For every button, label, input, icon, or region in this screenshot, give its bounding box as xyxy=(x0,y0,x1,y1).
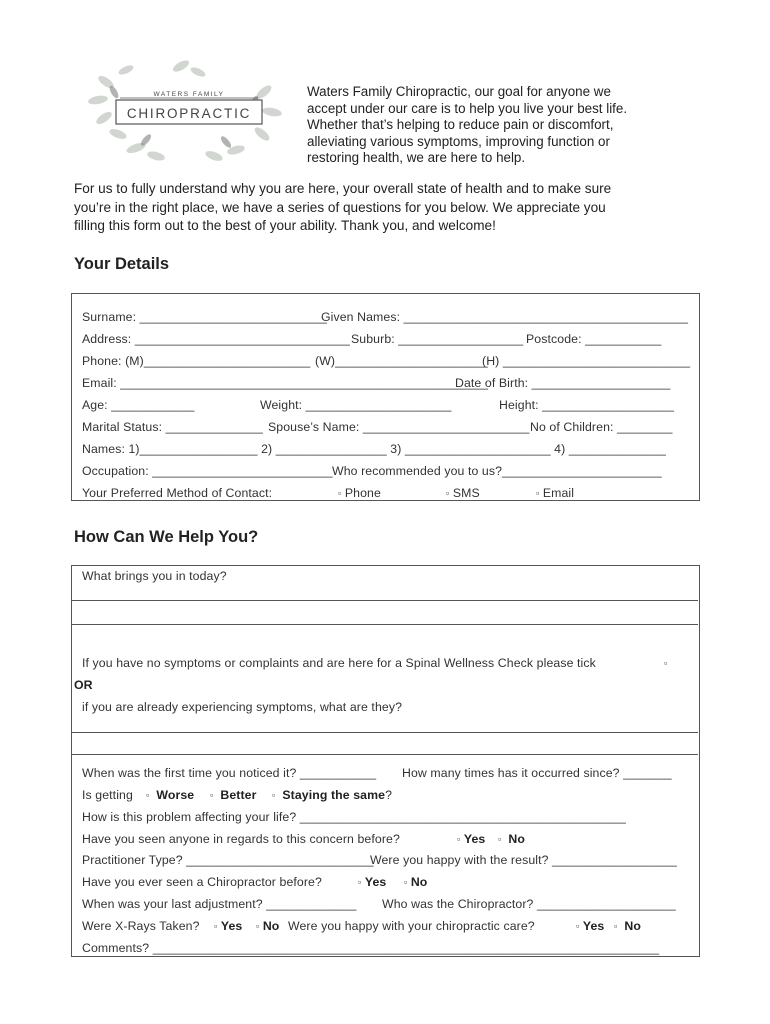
checkbox-icon[interactable]: ▫ xyxy=(664,658,668,668)
welcome-paragraph xyxy=(74,180,714,236)
happy-chiro-no[interactable]: ▫ No xyxy=(614,919,641,933)
intro-line: restoring health, we are here to help. xyxy=(307,150,526,165)
who-chiro-field[interactable]: Who was the Chiropractor? ____________________ xyxy=(382,897,676,911)
wellness-check-text: If you have no symptoms or complaints and are here for a Spinal Wellness Check please tick xyxy=(82,656,596,670)
brings-prompt: What brings you in today? xyxy=(82,569,227,583)
phone-home-field[interactable]: (H) ___________________________ xyxy=(482,354,691,368)
contact-email-option[interactable]: ▫ Email xyxy=(536,486,575,500)
address-field[interactable]: Address: _______________________________ xyxy=(82,332,350,346)
svg-text:WATERS FAMILY: WATERS FAMILY xyxy=(153,91,225,98)
happy-chiro-label: Were you happy with your chiropractic care? xyxy=(288,919,535,933)
checkbox-icon[interactable]: ▫ xyxy=(576,921,580,931)
email-field[interactable]: Email: _____________________________________________________ xyxy=(82,376,489,390)
children-count-field[interactable]: No of Children: ________ xyxy=(530,420,673,434)
checkbox-icon[interactable]: ▫ xyxy=(457,834,461,844)
worse-option[interactable]: ▫ Worse xyxy=(146,788,195,802)
intro-line: alleviating various symptoms, improving function or xyxy=(307,133,610,149)
checkbox-icon[interactable]: ▫ xyxy=(338,488,342,498)
marital-status-field[interactable]: Marital Status: ______________ xyxy=(82,420,263,434)
seen-chiro-yes[interactable]: ▫ Yes xyxy=(358,875,387,889)
xrays-yes[interactable]: ▫ Yes xyxy=(214,919,243,933)
last-adjustment-field[interactable]: When was your last adjustment? _____________ xyxy=(82,897,357,911)
row-first-time xyxy=(82,766,696,782)
occupation-field[interactable]: Occupation: __________________________ xyxy=(82,464,333,478)
intro-line: Whether that’s helping to reduce pain or discomfort, xyxy=(307,117,614,132)
row-is-getting xyxy=(82,788,692,804)
postcode-field[interactable]: Postcode: ___________ xyxy=(526,332,662,346)
seen-anyone-no[interactable]: ▫ No xyxy=(498,832,525,846)
better-option[interactable]: ▫ Better xyxy=(210,788,257,802)
welcome-line: you’re in the right place, we have a series of questions for you below. We appreciate you xyxy=(74,199,606,215)
checkbox-icon[interactable]: ▫ xyxy=(498,834,502,844)
checkbox-icon[interactable]: ▫ xyxy=(446,488,450,498)
row-names xyxy=(82,310,692,326)
row-children-names xyxy=(82,442,692,458)
row-marital xyxy=(82,420,692,436)
help-heading: How Can We Help You? xyxy=(74,528,259,546)
occurrences-field[interactable]: How many times has it occurred since? _______ xyxy=(402,766,672,780)
checkbox-icon[interactable]: ▫ xyxy=(214,921,218,931)
logo xyxy=(86,52,296,170)
leaf-logo-icon xyxy=(86,52,296,170)
row-practitioner xyxy=(82,853,692,869)
seen-anyone-label: Have you seen anyone in regards to this concern before? xyxy=(82,832,400,846)
row-seen-anyone xyxy=(82,832,692,848)
row-seen-chiro xyxy=(82,875,692,891)
intro-line: Waters Family Chiropractic, our goal for anyone we xyxy=(307,84,611,99)
surname-field[interactable]: Surname: ___________________________ xyxy=(82,310,327,324)
welcome-line: For us to fully understand why you are here, your overall state of health and to make sure xyxy=(74,181,612,196)
row-phone xyxy=(82,354,692,370)
row-email xyxy=(82,376,692,392)
practitioner-type-field[interactable]: Practitioner Type? ___________________________ xyxy=(82,853,374,867)
wellness-row xyxy=(82,656,692,672)
checkbox-icon[interactable]: ▫ xyxy=(358,877,362,887)
row-address xyxy=(82,332,692,348)
is-getting-label: Is getting xyxy=(82,788,133,802)
happy-result-field[interactable]: Were you happy with the result? __________________ xyxy=(370,853,677,867)
checkbox-icon[interactable]: ▫ xyxy=(256,921,260,931)
row-last-adjustment xyxy=(82,897,692,913)
first-noticed-field[interactable]: When was the first time you noticed it? ___________ xyxy=(82,766,377,780)
dob-field[interactable]: Date of Birth: ____________________ xyxy=(455,376,671,390)
row-occupation xyxy=(82,464,692,480)
checkbox-icon[interactable]: ▫ xyxy=(614,921,618,931)
row-contact xyxy=(82,486,692,502)
height-field[interactable]: Height: ___________________ xyxy=(499,398,675,412)
phone-mobile-field[interactable]: Phone: (M)________________________ xyxy=(82,354,311,368)
xrays-label: Were X-Rays Taken? xyxy=(82,919,200,933)
checkbox-icon[interactable]: ▫ xyxy=(146,790,150,800)
checkbox-icon[interactable]: ▫ xyxy=(210,790,214,800)
intro-paragraph xyxy=(307,84,707,167)
staying-same-option[interactable]: ▫ Staying the same? xyxy=(272,788,393,802)
welcome-line: filling this form out to the best of your ability. Thank you, and welcome! xyxy=(74,218,496,233)
spouse-name-field[interactable]: Spouse’s Name: ________________________ xyxy=(268,420,530,434)
seen-chiro-no[interactable]: ▫ No xyxy=(404,875,428,889)
symptoms-prompt: if you are already experiencing symptoms, what are they? xyxy=(82,700,403,714)
seen-chiro-label: Have you ever seen a Chiropractor before? xyxy=(82,875,322,889)
wellness-checkbox[interactable] xyxy=(664,656,667,670)
comments-field[interactable]: Comments? _________________________________________________________________________ xyxy=(82,941,660,955)
phone-work-field[interactable]: (W)______________________ xyxy=(315,354,488,368)
checkbox-icon[interactable]: ▫ xyxy=(272,790,276,800)
svg-text:CHIROPRACTIC: CHIROPRACTIC xyxy=(126,106,252,121)
happy-chiro-yes[interactable]: ▫ Yes xyxy=(576,919,605,933)
age-field[interactable]: Age: ____________ xyxy=(82,398,195,412)
contact-phone-option[interactable]: ▫ Phone xyxy=(338,486,381,500)
recommended-field[interactable]: Who recommended you to us?_______________________ xyxy=(332,464,662,478)
affecting-life-field[interactable]: How is this problem affecting your life? _______________________________________________ xyxy=(82,810,626,824)
contact-sms-option[interactable]: ▫ SMS xyxy=(446,486,480,500)
or-label: OR xyxy=(74,678,93,692)
row-age xyxy=(82,398,692,414)
intro-line: accept under our care is to help you live your best life. xyxy=(307,100,628,116)
children-names-field[interactable]: Names: 1)_________________ 2) ________________ 3) _____________________ 4) ______________ xyxy=(82,442,666,456)
your-details-heading: Your Details xyxy=(74,255,170,273)
row-xrays xyxy=(82,919,692,935)
xrays-no[interactable]: ▫ No xyxy=(256,919,280,933)
checkbox-icon[interactable]: ▫ xyxy=(404,877,408,887)
suburb-field[interactable]: Suburb: __________________ xyxy=(351,332,524,346)
checkbox-icon[interactable]: ▫ xyxy=(536,488,540,498)
weight-field[interactable]: Weight: _____________________ xyxy=(260,398,452,412)
seen-anyone-yes[interactable]: ▫ Yes xyxy=(457,832,486,846)
contact-label: Your Preferred Method of Contact: xyxy=(82,486,273,500)
given-names-field[interactable]: Given Names: _________________________________________ xyxy=(321,310,689,324)
